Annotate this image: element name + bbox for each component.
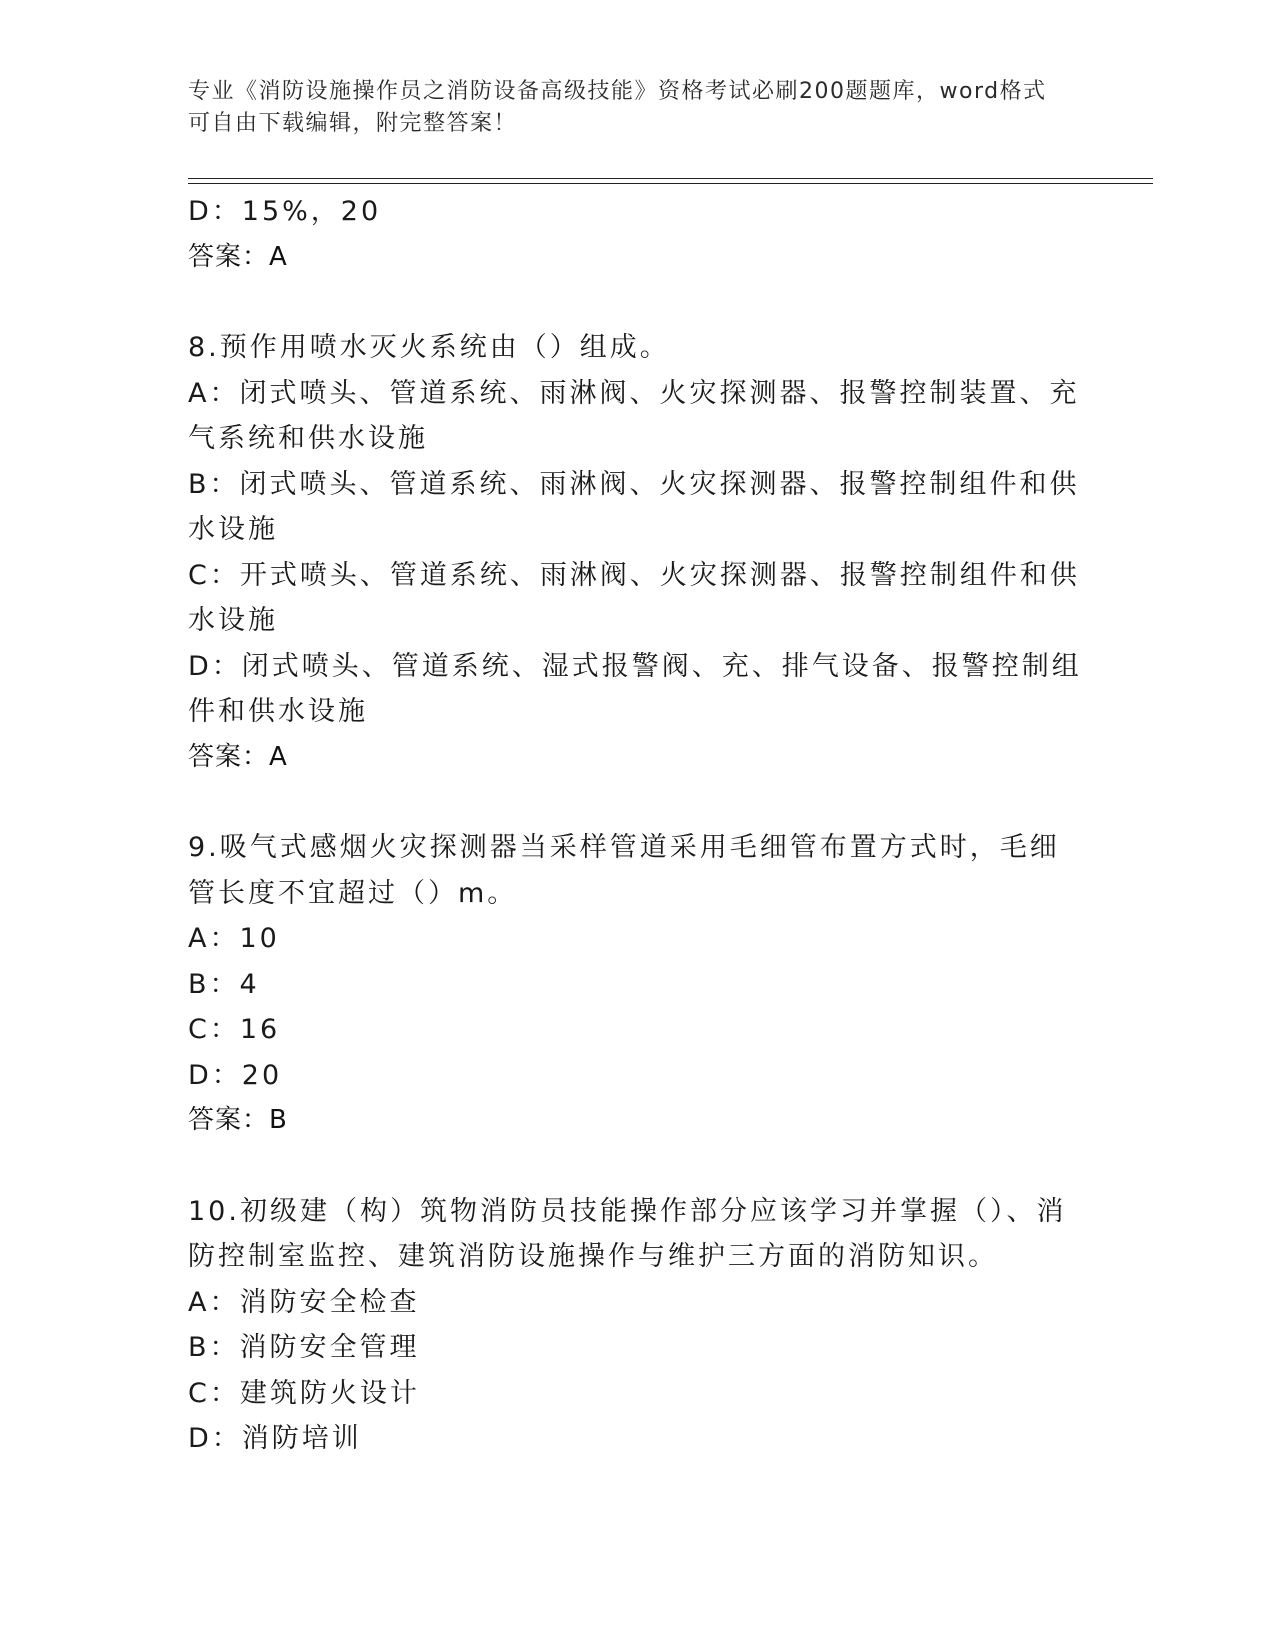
answer-line: 答案：A — [188, 741, 288, 772]
question-7-tail — [188, 189, 1088, 280]
document-header — [188, 76, 1068, 140]
option-c: C：建筑防火设计 — [188, 1377, 420, 1409]
document-body — [188, 189, 1088, 1462]
option-a: A：消防安全检查 — [188, 1286, 420, 1318]
option-d: D：20 — [188, 1059, 283, 1091]
question-10 — [188, 1189, 1088, 1462]
option-c: C：开式喷头、管道系统、雨淋阀、火灾探测器、报警控制组件和供水设施 — [188, 559, 1080, 636]
spacer — [188, 1144, 1088, 1189]
option-a: A：10 — [188, 923, 280, 954]
question-stem: 9.吸气式感烟火灾探测器当采样管道采用毛细管布置方式时，毛细管长度不宜超过（）m。 — [188, 832, 1060, 909]
option-d: D：闭式喷头、管道系统、湿式报警阀、充、排气设备、报警控制组件和供水设施 — [188, 650, 1082, 727]
option-d: D：15%，20 — [188, 196, 382, 227]
question-stem: 8.预作用喷水灭火系统由（）组成。 — [188, 332, 670, 363]
option-b: B：闭式喷头、管道系统、雨淋阀、火灾探测器、报警控制组件和供水设施 — [188, 468, 1080, 545]
option-d: D：消防培训 — [188, 1423, 362, 1454]
option-a: A：闭式喷头、管道系统、雨淋阀、火灾探测器、报警控制装置、充气系统和供水设施 — [188, 377, 1080, 454]
option-c: C：16 — [188, 1014, 281, 1045]
header-title: 专业《消防设施操作员之消防设备高级技能》资格考试必刷200题题库，word格式可自由下载编辑，附完整答案！ — [188, 79, 1047, 136]
question-9 — [188, 825, 1088, 1144]
spacer — [188, 780, 1088, 825]
question-8 — [188, 325, 1088, 780]
answer-line: 答案：A — [188, 241, 288, 272]
option-b: B：消防安全管理 — [188, 1332, 420, 1363]
option-b: B：4 — [188, 968, 260, 1000]
question-stem: 10.初级建（构）筑物消防员技能操作部分应该学习并掌握（）、消防控制室监控、建筑消防设施操作与维护三方面的消防知识。 — [188, 1195, 1067, 1272]
spacer — [188, 280, 1088, 325]
answer-line: 答案：B — [188, 1105, 288, 1135]
header-divider — [188, 178, 1153, 184]
